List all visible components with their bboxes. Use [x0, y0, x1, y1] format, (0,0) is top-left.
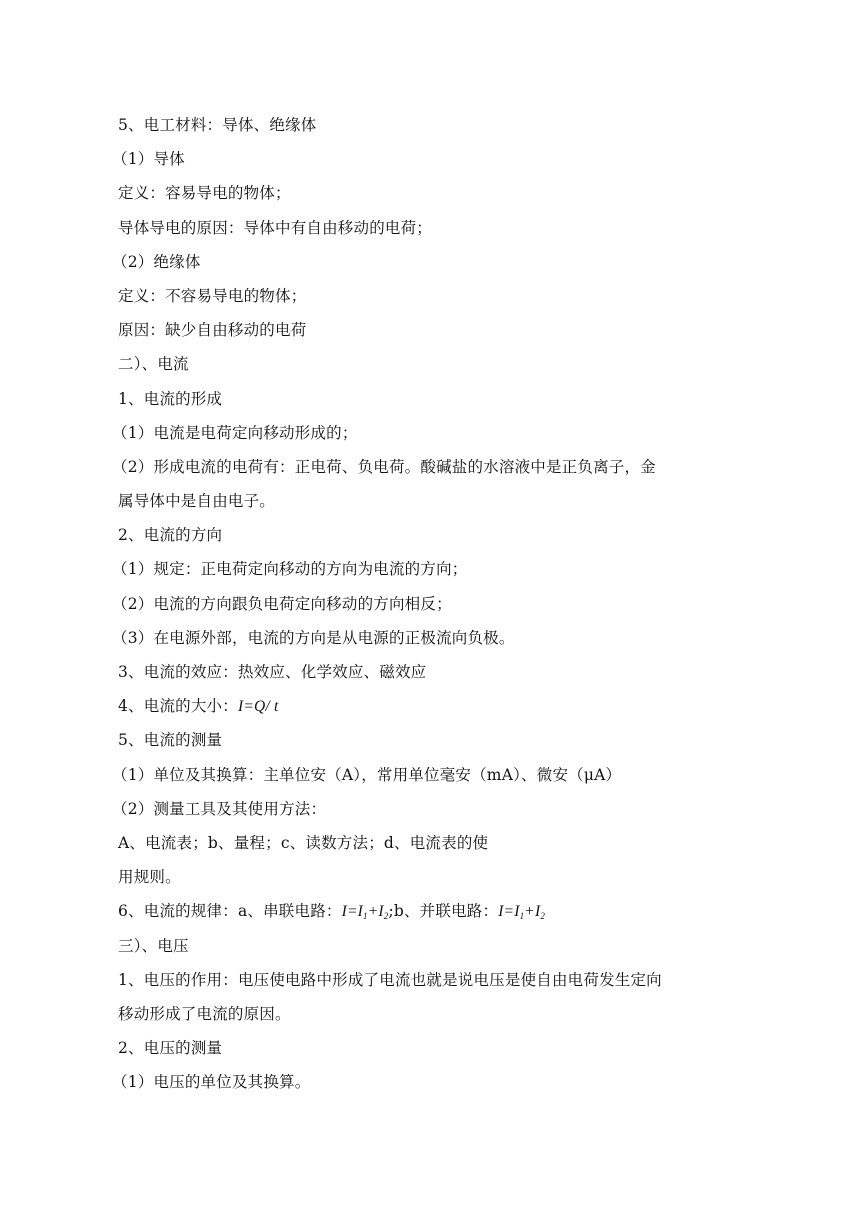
paragraph-text: 4、电流的大小：	[118, 697, 238, 716]
paragraph-line: （2）电流的方向跟负电荷定向移动的方向相反；	[112, 594, 452, 613]
paragraph-line: 导体导电的原因：导体中有自由移动的电荷；	[118, 218, 433, 237]
paragraph-line: （2）形成电流的电荷有：正电荷、负电荷。酸碱盐的水溶液中是正负离子，金	[112, 457, 656, 476]
paragraph-line: 原因：缺少自由移动的电荷	[118, 321, 307, 340]
formula-subscript: 1	[363, 911, 368, 922]
subheading-conductor: （1）导体	[112, 150, 185, 169]
section-heading-materials: 5、电工材料：导体、绝缘体	[118, 116, 317, 134]
subheading-current-laws	[118, 894, 744, 928]
paragraph-line: （3）在电源外部，电流的方向是从电源的正极流向负极。	[112, 628, 515, 647]
paragraph-line: 用规则。	[118, 868, 181, 887]
formula-part: +I	[367, 903, 384, 921]
paragraph-line: （2）测量工具及其使用方法：	[112, 799, 327, 818]
paragraph-line: （1）规定：正电荷定向移动的方向为电流的方向；	[112, 560, 468, 579]
paragraph-text: 6、电流的规律：a、串联电路：	[118, 902, 342, 921]
subheading-current-formation: 1、电流的形成	[118, 389, 223, 408]
paragraph-line: （1）电压的单位及其换算。	[112, 1073, 311, 1092]
paragraph-line: 定义：容易导电的物体；	[118, 184, 291, 203]
current-formula: I=Q/ t	[237, 698, 279, 716]
formula-part: +I	[524, 903, 541, 921]
formula-subscript: 1	[519, 911, 525, 922]
formula-subscript: 2	[383, 911, 389, 922]
paragraph-line: （1）单位及其换算：主单位安（A），常用单位毫安（mA）、微安（μA）	[112, 765, 622, 784]
subheading-current-magnitude	[118, 689, 744, 723]
formula-subscript: 2	[540, 911, 546, 922]
section-heading-voltage: 三）、电压	[118, 936, 189, 955]
paragraph-line: A、电流表；b、量程；c、读数方法；d、电流表的使	[118, 833, 489, 852]
paragraph-line: 定义：不容易导电的物体；	[118, 286, 307, 305]
formula-part: I=I	[498, 903, 520, 921]
paragraph-line: 1、电压的作用：电压使电路中形成了电流也就是说电压是使自由电荷发生定向	[118, 970, 662, 989]
paragraph-line: 移动形成了电流的原因。	[118, 1004, 291, 1023]
subheading-current-direction: 2、电流的方向	[118, 526, 223, 545]
subheading-current-measurement: 5、电流的测量	[118, 731, 223, 750]
subheading-insulator: （2）绝缘体	[112, 252, 201, 271]
document-body	[112, 108, 744, 1099]
parallel-formula	[498, 903, 545, 920]
series-formula	[342, 903, 389, 920]
formula-part: I=I	[341, 903, 363, 921]
paragraph-line: 属导体中是自由电子。	[118, 492, 276, 511]
subheading-voltage-measurement: 2、电压的测量	[118, 1039, 223, 1058]
subheading-current-effects: 3、电流的效应：热效应、化学效应、磁效应	[118, 663, 427, 681]
paragraph-text: ;b、并联电路：	[388, 902, 499, 921]
section-heading-current: 二）、电流	[118, 355, 189, 374]
paragraph-line: （1）电流是电荷定向移动形成的；	[112, 423, 358, 442]
